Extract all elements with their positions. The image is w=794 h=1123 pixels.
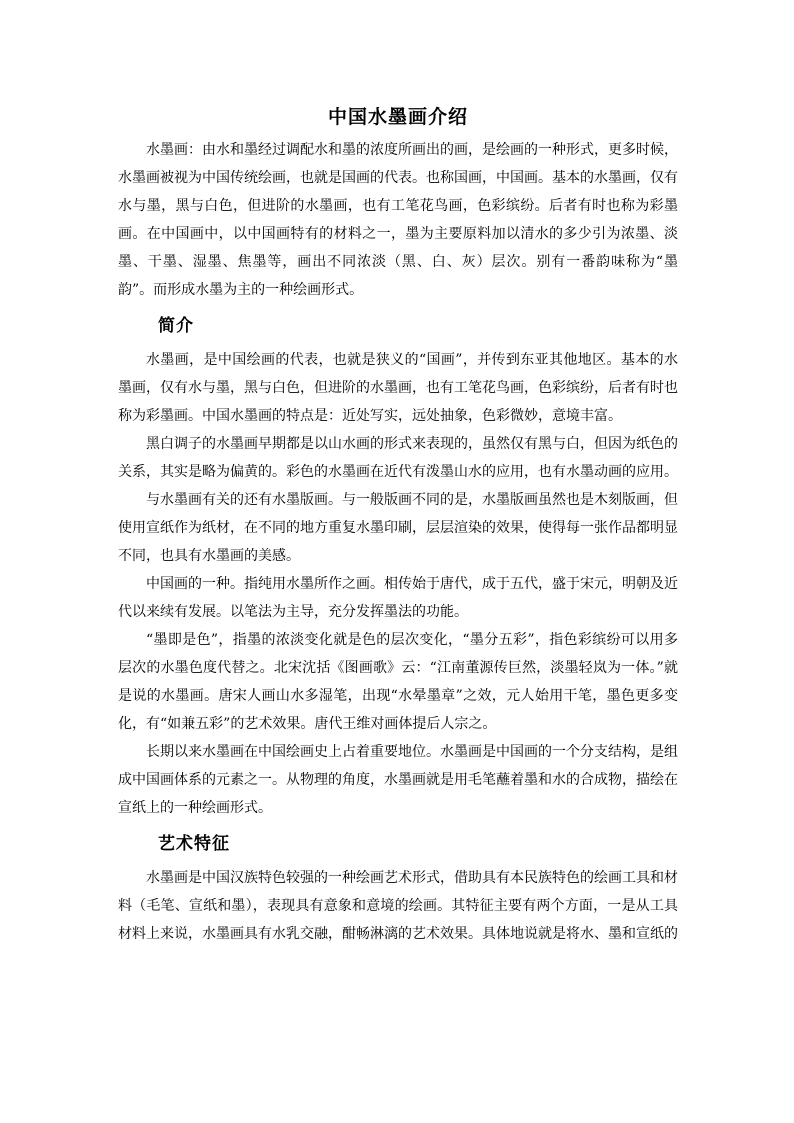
- paragraph: 水墨画是中国汉族特色较强的一种绘画艺术形式，借助具有本民族特色的绘画工具和材料（毛笔、宣纸和墨），表现具有意象和意境的绘画。其特征主要有两个方面，一是从工具材料上来说，水墨画具有水乳交融，酣畅淋漓的艺术效果。具体地说就是将水、墨和宣纸的: [118, 870, 678, 942]
- paragraph: 与水墨画有关的还有水墨版画。与一般版画不同的是，水墨版画虽然也是木刻版画，但使用宣纸作为纸材，在不同的地方重复水墨印刷，层层渲染的效果，使得每一张作品都明显不同，也具有水墨画的美感。: [118, 492, 678, 564]
- paragraph: “墨即是色”，指墨的浓淡变化就是色的层次变化，“墨分五彩”，指色彩缤纷可以用多层次的水墨色度代替之。北宋沈括《图画歌》云：“江南董源传巨然，淡墨轻岚为一体。”就是说的水墨画。唐宋人画山水多湿笔，出现“水晕墨章”之效，元人始用干笔，墨色更多变化，有“如兼五彩”的艺术效果。唐代王维对画体提后人宗之。: [118, 632, 678, 732]
- intro-paragraph: 水墨画：由水和墨经过调配水和墨的浓度所画出的画，是绘画的一种形式，更多时候，水墨画被视为中国传统绘画，也就是国画的代表。也称国画，中国画。基本的水墨画，仅有水与墨，黑与白色，但进阶的水墨画，也有工笔花鸟画，色彩缤纷。后者有时也称为彩墨画。在中国画中，以中国画特有的材料之一，墨为主要原料加以清水的多少引为浓墨、淡墨、干墨、湿墨、焦墨等，画出不同浓淡（黑、白、灰）层次。别有一番韵味称为“墨韵”。而形成水墨为主的一种绘画形式。: [118, 142, 678, 298]
- paragraph: 黑白调子的水墨画早期都是以山水画的形式来表现的，虽然仅有黑与白，但因为纸色的关系，其实是略为偏黄的。彩色的水墨画在近代有泼墨山水的应用，也有水墨动画的应用。: [118, 436, 678, 480]
- section-heading-art-features: 艺术特征: [158, 834, 230, 854]
- paragraph: 水墨画，是中国绘画的代表，也就是狭义的“国画”，并传到东亚其他地区。基本的水墨画，仅有水与墨，黑与白色，但进阶的水墨画，也有工笔花鸟画，色彩缤纷，后者有时也称为彩墨画。中国水墨画的特点是：近处写实，远处抽象，色彩微妙，意境丰富。: [118, 352, 678, 424]
- document-title: 中国水墨画介绍: [327, 106, 468, 128]
- paragraph: 中国画的一种。指纯用水墨所作之画。相传始于唐代，成于五代，盛于宋元，明朝及近代以来续有发展。以笔法为主导，充分发挥墨法的功能。: [118, 576, 678, 620]
- section-heading-intro: 简介: [158, 316, 194, 336]
- document-page: [118, 98, 678, 948]
- paragraph: 长期以来水墨画在中国绘画史上占着重要地位。水墨画是中国画的一个分支结构，是组成中国画体系的元素之一。从物理的角度，水墨画就是用毛笔蘸着墨和水的合成物，描绘在宣纸上的一种绘画形式。: [118, 744, 678, 816]
